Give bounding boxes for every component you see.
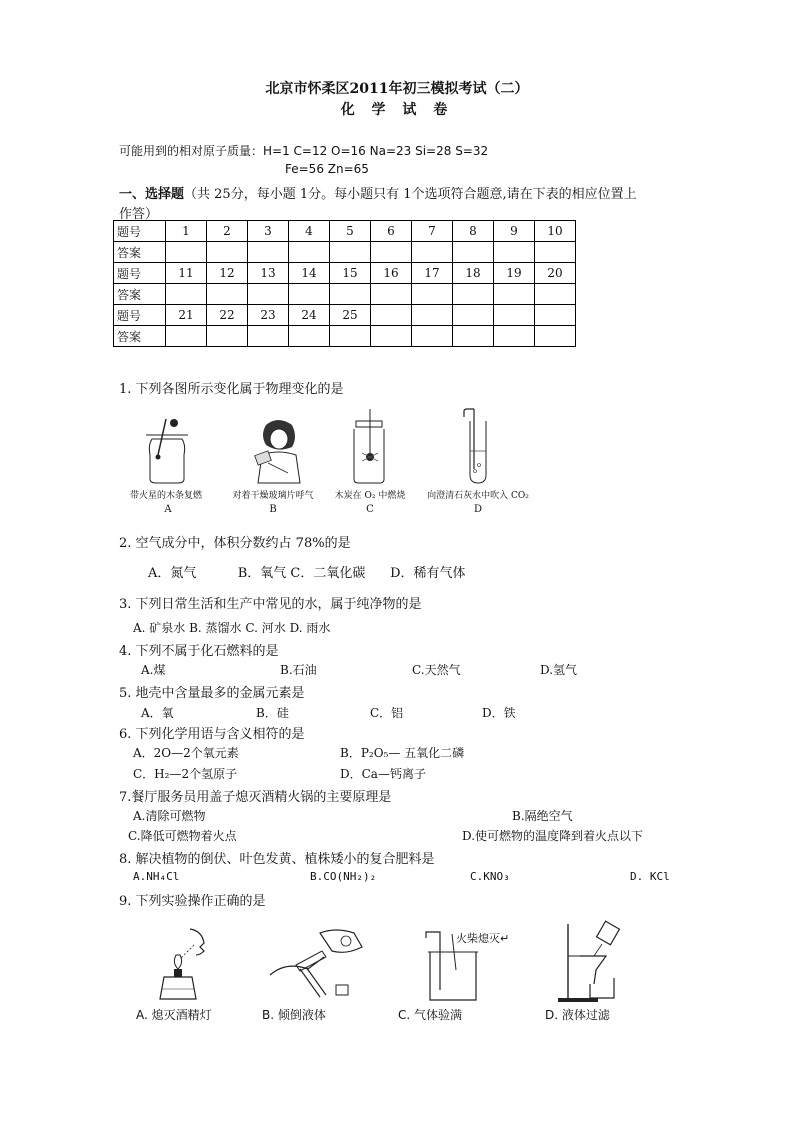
figure-caption-d: 向澄清石灰水中吹入 CO₂ — [427, 491, 529, 501]
charcoal-burning-jar-icon — [346, 407, 390, 485]
row-label: 答案 — [114, 242, 166, 263]
question-number: 18 — [453, 263, 494, 284]
question-number: 10 — [535, 221, 576, 242]
option-b: B.石油 — [280, 663, 317, 677]
answer-cell[interactable] — [535, 242, 576, 263]
figure-letter-b: B — [269, 504, 277, 515]
question-number: 9 — [494, 221, 535, 242]
question-number: 14 — [289, 263, 330, 284]
answer-cell[interactable] — [412, 242, 453, 263]
answer-cell[interactable] — [330, 326, 371, 347]
answer-cell[interactable] — [248, 326, 289, 347]
section-desc-2: 作答） — [119, 207, 159, 222]
question-number: 2 — [207, 221, 248, 242]
answer-cell[interactable] — [289, 326, 330, 347]
question-number: 5 — [330, 221, 371, 242]
table-row — [114, 305, 576, 326]
question-number: 24 — [289, 305, 330, 326]
question-number: 25 — [330, 305, 371, 326]
table-row — [114, 242, 576, 263]
section-title: 一、选择题 — [119, 187, 185, 202]
answer-cell[interactable] — [453, 242, 494, 263]
atomic-mass-line2: Fe=56 Zn=65 — [285, 162, 369, 176]
answer-cell[interactable] — [166, 326, 207, 347]
question-number — [412, 305, 453, 326]
answer-cell[interactable] — [207, 326, 248, 347]
answer-cell[interactable] — [494, 326, 535, 347]
option-a: A．2O—2个氧元素 — [133, 746, 239, 760]
table-row — [114, 326, 576, 347]
row-label: 答案 — [114, 326, 166, 347]
question-6-stem: 6. 下列化学用语与含义相符的是 — [119, 727, 305, 742]
answer-cell[interactable] — [453, 326, 494, 347]
answer-cell[interactable] — [207, 242, 248, 263]
option-b: B．硅 — [256, 706, 289, 720]
option-b: B.隔绝空气 — [512, 809, 573, 823]
option-a: A．氧 — [141, 706, 174, 720]
answer-cell[interactable] — [453, 284, 494, 305]
page-subtitle: 化 学 试 卷 — [340, 102, 454, 118]
person-breathing-icon — [248, 415, 308, 485]
question-number: 11 — [166, 263, 207, 284]
answer-cell[interactable] — [330, 242, 371, 263]
answer-cell[interactable] — [289, 242, 330, 263]
question-2-options: A．氮气 B．氧气 C．二氧化碳 D．稀有气体 — [148, 566, 466, 581]
option-c: C.KNO₃ — [470, 870, 510, 883]
figure-caption-a: A. 熄灭酒精灯 — [136, 1008, 212, 1022]
answer-cell[interactable] — [412, 284, 453, 305]
question-number: 6 — [371, 221, 412, 242]
answer-cell[interactable] — [166, 284, 207, 305]
question-number: 8 — [453, 221, 494, 242]
answer-cell[interactable] — [535, 326, 576, 347]
section-heading — [119, 183, 637, 202]
answer-cell[interactable] — [371, 242, 412, 263]
option-d: D．铁 — [482, 706, 516, 720]
figure-caption-c: C. 气体验满 — [398, 1008, 463, 1022]
answer-cell[interactable] — [248, 242, 289, 263]
question-number — [494, 305, 535, 326]
question-number: 1 — [166, 221, 207, 242]
answer-cell[interactable] — [494, 284, 535, 305]
question-3-options: A. 矿泉水 B. 蒸馏水 C. 河水 D. 雨水 — [133, 621, 331, 635]
answer-cell[interactable] — [494, 242, 535, 263]
figure-caption-b: B. 倾倒液体 — [262, 1008, 326, 1022]
answer-cell[interactable] — [289, 284, 330, 305]
question-9-stem: 9. 下列实验操作正确的是 — [119, 894, 266, 909]
pouring-liquid-icon — [266, 925, 376, 1003]
question-1-stem: 1. 下列各图所示变化属于物理变化的是 — [119, 382, 344, 397]
question-number: 13 — [248, 263, 289, 284]
option-c: C.天然气 — [412, 663, 461, 677]
section-desc: （共 25分，每小题 1分。每小题只有 1个选项符合题意,请在下表的相应位置上 — [184, 187, 637, 202]
option-b: B.CO(NH₂)₂ — [310, 870, 377, 883]
answer-table — [113, 220, 576, 347]
question-number: 22 — [207, 305, 248, 326]
question-number: 4 — [289, 221, 330, 242]
answer-cell[interactable] — [248, 284, 289, 305]
answer-cell[interactable] — [412, 326, 453, 347]
match-out-annotation: 火柴熄灭↵ — [456, 932, 510, 945]
figure-letter-d: D — [473, 504, 483, 515]
option-d: D．Ca—钙离子 — [340, 767, 426, 781]
option-d: D. KCl — [630, 870, 670, 883]
question-number: 16 — [371, 263, 412, 284]
answer-cell[interactable] — [535, 284, 576, 305]
alcohol-lamp-blow-icon — [150, 925, 220, 1003]
question-3-stem: 3. 下列日常生活和生产中常见的水，属于纯净物的是 — [119, 597, 422, 612]
figure-letter-a: A — [164, 504, 172, 515]
option-c: C．铝 — [370, 706, 404, 720]
question-4-stem: 4. 下列不属于化石燃料的是 — [119, 644, 279, 659]
row-label: 题号 — [114, 305, 166, 326]
answer-cell[interactable] — [371, 284, 412, 305]
question-number: 7 — [412, 221, 453, 242]
table-row — [114, 221, 576, 242]
row-label: 答案 — [114, 284, 166, 305]
answer-cell[interactable] — [166, 242, 207, 263]
row-label: 题号 — [114, 263, 166, 284]
question-number — [535, 305, 576, 326]
question-number — [453, 305, 494, 326]
option-a: A.煤 — [141, 663, 166, 677]
answer-cell[interactable] — [371, 326, 412, 347]
figure-caption-d: D. 液体过滤 — [545, 1008, 610, 1022]
question-number: 12 — [207, 263, 248, 284]
question-number: 19 — [494, 263, 535, 284]
page-title: 北京市怀柔区2011年初三模拟考试（二） — [265, 81, 529, 97]
answer-cell[interactable] — [330, 284, 371, 305]
answer-cell[interactable] — [207, 284, 248, 305]
row-label: 题号 — [114, 221, 166, 242]
question-number: 3 — [248, 221, 289, 242]
option-d: D.使可燃物的温度降到着火点以下 — [462, 829, 644, 843]
table-row — [114, 284, 576, 305]
table-row — [114, 263, 576, 284]
question-number: 23 — [248, 305, 289, 326]
option-b: B．P₂O₅— 五氧化二磷 — [340, 746, 465, 760]
jar-splint-icon — [138, 415, 194, 485]
question-number: 17 — [412, 263, 453, 284]
question-2-stem: 2. 空气成分中，体积分数约占 78%的是 — [119, 536, 351, 551]
filtration-setup-icon — [556, 920, 632, 1004]
figure-letter-c: C — [366, 504, 374, 515]
question-number — [371, 305, 412, 326]
option-a: A.清除可燃物 — [133, 809, 206, 823]
figure-caption-c: 木炭在 O₂ 中燃烧 — [334, 491, 406, 501]
question-7-stem: 7.餐厅服务员用盖子熄灭酒精火锅的主要原理是 — [119, 790, 392, 805]
figure-caption-a: 带火星的木条复燃 — [129, 491, 202, 501]
option-a: A.NH₄Cl — [133, 870, 180, 883]
option-c: C．H₂—2个氢原子 — [133, 767, 238, 781]
atomic-mass-line1: 可能用到的相对原子质量：H=1 C=12 O=16 Na=23 Si=28 S=32 — [119, 144, 489, 158]
option-c: C.降低可燃物着火点 — [128, 829, 237, 843]
question-number: 15 — [330, 263, 371, 284]
option-d: D.氢气 — [540, 663, 578, 677]
question-5-stem: 5. 地壳中含量最多的金属元素是 — [119, 686, 305, 701]
figure-caption-b: 对着干燥玻璃片呼气 — [232, 491, 314, 501]
question-number: 20 — [535, 263, 576, 284]
question-8-stem: 8. 解决植物的倒伏、叶色发黄、植株矮小的复合肥料是 — [119, 852, 435, 867]
question-number: 21 — [166, 305, 207, 326]
test-tube-straw-icon — [458, 407, 498, 485]
